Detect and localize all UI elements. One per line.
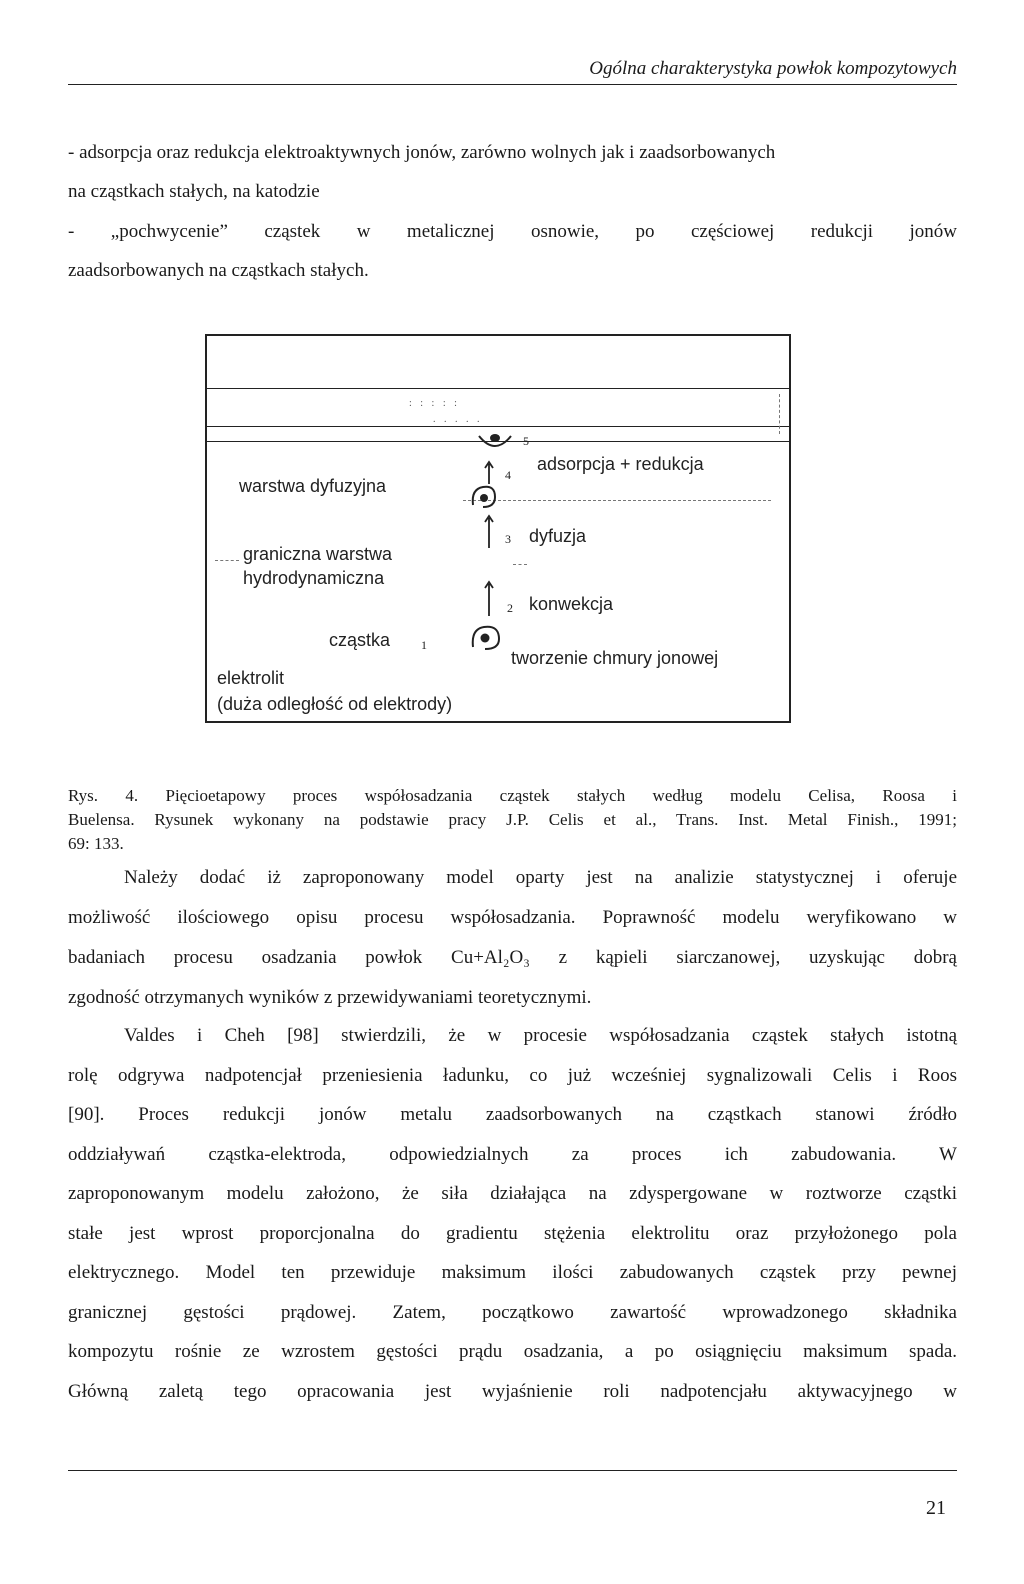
body-p1-line-2: możliwość ilościowego opisu procesu współosadzania. Poprawność modelu weryfikowano w bbox=[68, 907, 957, 928]
body-p1-line-3: badaniach procesu osadzania powłok Cu+Al₂O₃ z kąpieli siarczanowej, uzyskując dobrą bbox=[68, 947, 957, 968]
step-number-1: 1 bbox=[421, 638, 427, 652]
boundary-dash bbox=[215, 560, 239, 561]
figure-caption-line-2: Buelensa. Rysunek wykonany na podstawie pracy J.P. Celis et al., Trans. Inst. Metal Finish., 1991; bbox=[68, 810, 957, 829]
electrode-line bbox=[207, 388, 789, 389]
particle-ion-cloud-icon bbox=[469, 623, 503, 653]
body-p2-line-3: [90]. Proces redukcji jonów metalu zaadsorbowanych na cząstkach stanowi źródło bbox=[68, 1104, 957, 1125]
label-boundary-1: graniczna warstwa bbox=[243, 544, 393, 564]
step-label-diffusion: dyfuzja bbox=[529, 526, 587, 546]
boundary-dash-2 bbox=[513, 564, 527, 565]
dots-deposit-2: . . . . . bbox=[433, 414, 483, 425]
side-dash bbox=[779, 394, 780, 434]
body-p2-line-8: granicznej gęstości prądowej. Zatem, początkowo zawartość wprowadzonego składnika bbox=[68, 1302, 957, 1323]
label-particle: cząstka bbox=[329, 630, 391, 650]
arrow-up-icon bbox=[483, 580, 495, 616]
particle-cloud-icon bbox=[469, 483, 499, 511]
body-p1-line-1: Należy dodać iż zaproponowany model oparty jest na analizie statystycznej i oferuje bbox=[124, 867, 957, 888]
figure-caption-line-3: 69: 133. bbox=[68, 834, 124, 853]
intro-line-1: - adsorpcja oraz redukcja elektroaktywnych jonów, zarówno wolnych jak i zaadsorbowanych bbox=[68, 142, 776, 163]
step-label-adsorption: adsorpcja + redukcja bbox=[537, 454, 704, 474]
body-p2-line-7: elektrycznego. Model ten przewiduje maksimum ilości zabudowanych cząstek przy pewnej bbox=[68, 1262, 957, 1283]
body-p2-line-10: Główną zaletą tego opracowania jest wyjaśnienie roli nadpotencjału aktywacyjnego w bbox=[68, 1381, 957, 1402]
intro-line-3: - „pochwycenie” cząstek w metalicznej osnowie, po częściowej redukcji jonów bbox=[68, 221, 957, 242]
body-p2-line-4: oddziaływań cząstka-elektroda, odpowiedzialnych za proces ich zabudowania. W bbox=[68, 1144, 957, 1165]
page-number: 21 bbox=[926, 1497, 946, 1519]
particle-5-icon bbox=[475, 432, 515, 456]
header-rule bbox=[68, 84, 957, 85]
label-diffusion-layer: warstwa dyfuzyjna bbox=[239, 476, 387, 496]
body-p2-line-6: stałe jest wprost proporcjonalna do gradientu stężenia elektrolitu oraz przyłożonego pola bbox=[68, 1223, 957, 1244]
label-boundary-2: hydrodynamiczna bbox=[243, 568, 385, 588]
step-label-ion-cloud: tworzenie chmury jonowej bbox=[511, 648, 719, 668]
running-header: Ogólna charakterystyka powłok kompozytowych bbox=[589, 58, 957, 79]
step-number-2: 2 bbox=[507, 601, 513, 615]
dots-deposit-1: : : : : : bbox=[409, 398, 460, 409]
label-electrolyte: elektrolit bbox=[217, 668, 285, 688]
electrode-surface-line bbox=[207, 426, 789, 427]
body-p2-line-1: Valdes i Cheh [98] stwierdzili, że w procesie współosadzania cząstek stałych istotną bbox=[124, 1025, 957, 1046]
intro-line-2: na cząstkach stałych, na katodzie bbox=[68, 181, 320, 202]
footer-rule bbox=[68, 1470, 957, 1471]
step-label-convection: konwekcja bbox=[529, 594, 614, 614]
label-distance: (duża odległość od elektrody) bbox=[217, 694, 453, 714]
body-p2-line-9: kompozytu rośnie ze wzrostem gęstości prądu osadzania, a po osiągnięciu maksimum spada. bbox=[68, 1341, 957, 1362]
body-p1-line-4: zgodność otrzymanych wyników z przewidywaniami teoretycznymi. bbox=[68, 987, 592, 1008]
figure-caption-line-1: Rys. 4. Pięcioetapowy proces współosadzania cząstek stałych według modelu Celisa, Roosa i bbox=[68, 786, 957, 805]
body-p2-line-5: zaproponowanym modelu założono, że siła działająca na zdyspergowane w roztworze cząstki bbox=[68, 1183, 957, 1204]
intro-line-4: zaadsorbowanych na cząstkach stałych. bbox=[68, 260, 369, 281]
body-p2-line-2: rolę odgrywa nadpotencjał przeniesienia ładunku, co już wcześniej sygnalizowali Celis i Roos bbox=[68, 1065, 957, 1086]
step-number-5: 5 bbox=[523, 434, 529, 448]
diffusion-layer-boundary bbox=[463, 500, 771, 501]
arrow-up-icon bbox=[483, 460, 495, 484]
arrow-up-icon bbox=[483, 514, 495, 548]
figure-frame bbox=[205, 334, 791, 723]
step-number-4: 4 bbox=[505, 468, 511, 482]
step-number-3: 3 bbox=[505, 532, 511, 546]
